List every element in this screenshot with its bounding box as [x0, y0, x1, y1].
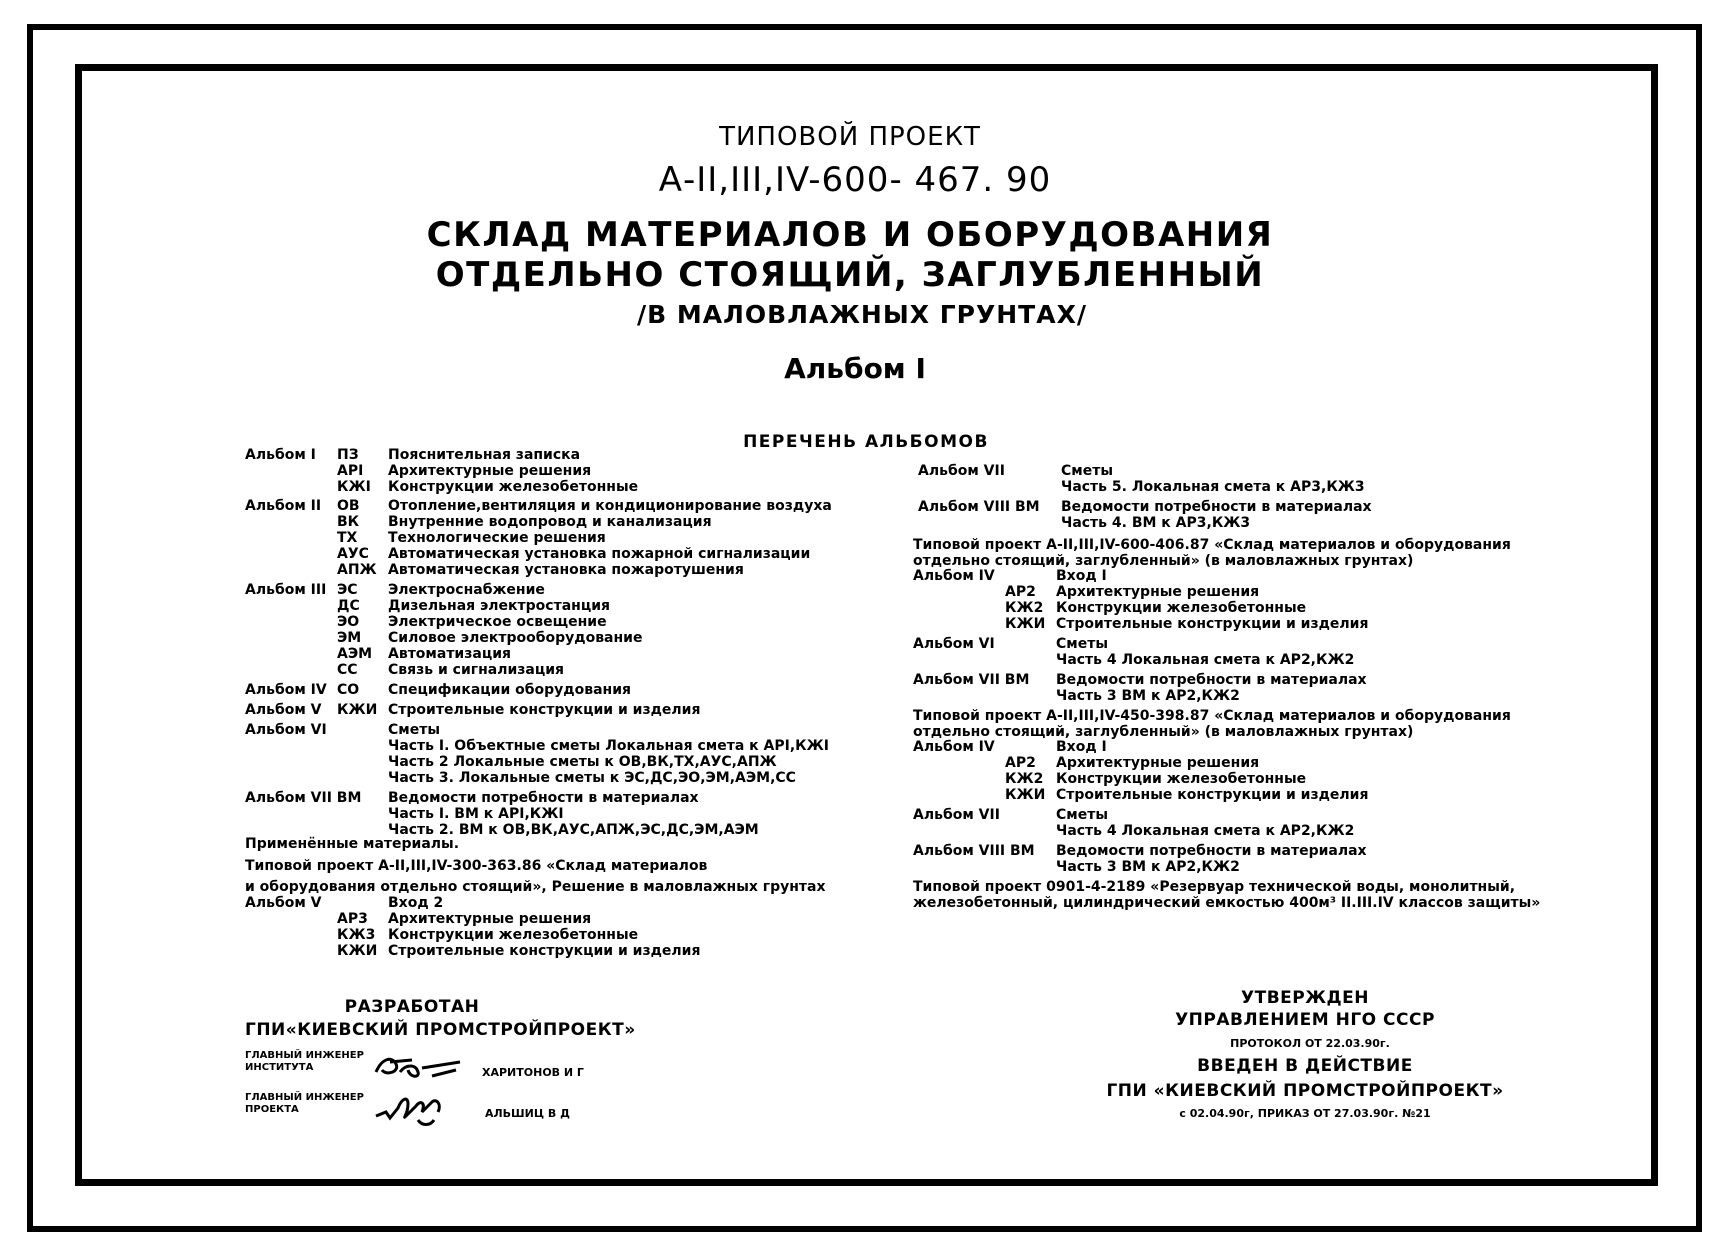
section-text: Часть 4 Локальная смета к АР2,КЖ2	[1056, 652, 1355, 668]
section-code: ТХ	[337, 530, 358, 546]
section-text: Часть 5. Локальная смета к АР3,КЖ3	[1061, 479, 1365, 495]
section-text: Часть 3 ВМ к АР2,КЖ2	[1056, 859, 1240, 875]
album-label: Альбом I	[245, 447, 316, 463]
title-line-3: /В МАЛОВЛАЖНЫХ ГРУНТАХ/	[637, 300, 1087, 329]
section-text: Ведомости потребности в материалах	[388, 790, 699, 806]
developed-label: РАЗРАБОТАН	[344, 997, 480, 1017]
section-text: Электроснабжение	[388, 582, 545, 598]
proj2-line-2: отдельно стоящий, заглубленный» (в маловлажных грунтах)	[913, 553, 1414, 569]
section-text: Часть 2 Локальные сметы к ОВ,ВК,ТХ,АУС,АПЖ	[388, 754, 777, 770]
section-text: Конструкции железобетонные	[388, 479, 639, 495]
album-label: Альбом VI	[913, 636, 995, 652]
album-label: Альбом IV	[245, 682, 327, 698]
album-label: Альбом VIII ВМ	[918, 499, 1040, 515]
section-text: Архитектурные решения	[1056, 584, 1260, 600]
section-text: Вход I	[1056, 739, 1107, 755]
section-text: Пояснительная записка	[388, 447, 581, 463]
chief-proj-name: АЛЬШИЦ В Д	[485, 1107, 570, 1120]
section-text: Часть 4. ВМ к АР3,КЖ3	[1061, 515, 1251, 531]
list-title: ПЕРЕЧЕНЬ АЛЬБОМОВ	[743, 432, 989, 452]
section-code: КЖИ	[1005, 787, 1046, 803]
album-label: Альбом VI	[245, 722, 327, 738]
section-text: Строительные конструкции и изделия	[1056, 787, 1369, 803]
section-text: Конструкции железобетонные	[1056, 600, 1307, 616]
section-text: Часть 4 Локальная смета к АР2,КЖ2	[1056, 823, 1355, 839]
section-text: Сметы	[388, 722, 440, 738]
doc-type: ТИПОВОЙ ПРОЕКТ	[719, 122, 981, 152]
signature-alshits-icon	[372, 1090, 452, 1130]
section-code: ПЗ	[337, 447, 359, 463]
protocol: ПРОТОКОЛ ОТ 22.03.90г.	[1230, 1037, 1390, 1050]
section-text: Спецификации оборудования	[388, 682, 632, 698]
section-code: КЖ2	[1005, 771, 1044, 787]
section-code: СС	[337, 662, 358, 678]
enacted-label: ВВЕДЕН В ДЕЙСТВИЕ	[1197, 1056, 1413, 1076]
section-text: Строительные конструкции и изделия	[388, 943, 701, 959]
section-code: ЭО	[337, 614, 360, 630]
section-text: Силовое электрооборудование	[388, 630, 643, 646]
proj3-line-1: Типовой проект А-II,III,IV-450-398.87 «Склад материалов и оборудования	[913, 708, 1511, 724]
section-code: КЖ3	[337, 927, 376, 943]
album-label: Альбом VII	[918, 463, 1005, 479]
section-text: Внутренние водопровод и канализация	[388, 514, 712, 530]
order: с 02.04.90г, ПРИКАЗ ОТ 27.03.90г. №21	[1179, 1107, 1431, 1120]
section-code: ВК	[337, 514, 360, 530]
proj2-line-1: Типовой проект А-II,III,IV-600-406.87 «Склад материалов и оборудования	[913, 537, 1511, 553]
section-code: ЭМ	[337, 630, 362, 646]
section-text: Вход I	[1056, 568, 1107, 584]
chief-proj-title: ГЛАВНЫЙ ИНЖЕНЕР ПРОЕКТА	[245, 1092, 364, 1115]
section-text: Часть 3 ВМ к АР2,КЖ2	[1056, 688, 1240, 704]
album-label: Альбом IV	[913, 568, 995, 584]
section-code: АЭМ	[337, 646, 373, 662]
album-label: Альбом VIII ВМ	[913, 843, 1035, 859]
album-label: Альбом IV	[913, 739, 995, 755]
enacted-org: ГПИ «КИЕВСКИЙ ПРОМСТРОЙПРОЕКТ»	[1106, 1081, 1504, 1101]
section-text: Сметы	[1056, 636, 1108, 652]
section-code: АУС	[337, 546, 369, 562]
signature-kharitonov-icon	[372, 1050, 464, 1084]
section-code: КЖI	[337, 479, 371, 495]
developed-org: ГПИ«КИЕВСКИЙ ПРОМСТРОЙПРОЕКТ»	[245, 1020, 636, 1040]
section-code: ОВ	[337, 498, 360, 514]
section-text: Ведомости потребности в материалах	[1056, 843, 1367, 859]
title-line-1: СКЛАД МАТЕРИАЛОВ И ОБОРУДОВАНИЯ	[426, 215, 1274, 255]
section-text: Ведомости потребности в материалах	[1061, 499, 1372, 515]
section-text: Строительные конструкции и изделия	[388, 702, 701, 718]
section-text: Архитектурные решения	[388, 463, 592, 479]
section-code: ДС	[337, 598, 360, 614]
section-text: Отопление,вентиляция и кондиционирование воздуха	[388, 498, 832, 514]
album-label: Альбом V	[245, 895, 322, 911]
section-text: Строительные конструкции и изделия	[1056, 616, 1369, 632]
section-text: Конструкции железобетонные	[388, 927, 639, 943]
section-text: Часть 2. ВМ к ОВ,ВК,АУС,АПЖ,ЭС,ДС,ЭМ,АЭМ	[388, 822, 759, 838]
section-code: АР2	[1005, 755, 1036, 771]
proj3-line-2: отдельно стоящий, заглубленный» (в маловлажных грунтах)	[913, 724, 1414, 740]
section-code: КЖИ	[337, 702, 378, 718]
chief-inst-name: ХАРИТОНОВ И Г	[482, 1066, 584, 1079]
section-code: АР2	[1005, 584, 1036, 600]
section-code: АРI	[337, 463, 364, 479]
section-text: Автоматическая установка пожаротушения	[388, 562, 744, 578]
section-text: Автоматическая установка пожарной сигнализации	[388, 546, 811, 562]
section-text: Технологические решения	[388, 530, 606, 546]
album-number: Альбом I	[784, 352, 926, 385]
approved-by: УПРАВЛЕНИЕМ НГО СССР	[1175, 1010, 1435, 1030]
applied-project-line-1: Типовой проект А-II,III,IV-300-363.86 «Склад материалов	[245, 858, 708, 874]
proj4-line-1: Типовой проект 0901-4-2189 «Резервуар технической воды, монолитный,	[913, 879, 1516, 895]
section-text: Конструкции железобетонные	[1056, 771, 1307, 787]
title-line-2: ОТДЕЛЬНО СТОЯЩИЙ, ЗАГЛУБЛЕННЫЙ	[435, 255, 1265, 295]
album-label: Альбом V	[245, 702, 322, 718]
section-text: Сметы	[1056, 807, 1108, 823]
chief-inst-title: ГЛАВНЫЙ ИНЖЕНЕР ИНСТИТУТА	[245, 1050, 364, 1073]
section-text: Электрическое освещение	[388, 614, 607, 630]
section-text: Архитектурные решения	[1056, 755, 1260, 771]
section-text: Часть I. ВМ к АРI,КЖI	[388, 806, 564, 822]
section-code: СО	[337, 682, 360, 698]
section-code: КЖ2	[1005, 600, 1044, 616]
section-code: АПЖ	[337, 562, 377, 578]
section-code: АР3	[337, 911, 368, 927]
section-code: КЖИ	[1005, 616, 1046, 632]
section-text: Автоматизация	[388, 646, 511, 662]
section-text: Дизельная электростанция	[388, 598, 611, 614]
applied-project-line-2: и оборудования отдельно стоящий», Решение в маловлажных грунтах	[245, 879, 826, 895]
project-code: А-II,III,IV-600- 467. 90	[658, 160, 1052, 200]
approved-label: УТВЕРЖДЕН	[1240, 988, 1370, 1008]
section-text: Часть 3. Локальные сметы к ЭС,ДС,ЭО,ЭМ,АЭМ,СС	[388, 770, 796, 786]
album-label: Альбом III	[245, 582, 327, 598]
applied-heading: Применённые материалы.	[245, 836, 460, 852]
section-code: ЭС	[337, 582, 358, 598]
section-text: Сметы	[1061, 463, 1113, 479]
album-label: Альбом VII ВМ	[913, 672, 1030, 688]
section-text: Ведомости потребности в материалах	[1056, 672, 1367, 688]
section-text: Связь и сигнализация	[388, 662, 565, 678]
section-text: Архитектурные решения	[388, 911, 592, 927]
album-label: Альбом VII ВМ	[245, 790, 362, 806]
section-code: КЖИ	[337, 943, 378, 959]
section-text: Вход 2	[388, 895, 444, 911]
album-label: Альбом II	[245, 498, 322, 514]
album-label: Альбом VII	[913, 807, 1000, 823]
section-text: Часть I. Объектные сметы Локальная смета к АРI,КЖI	[388, 738, 829, 754]
proj4-line-2: железобетонный, цилиндрический емкостью 400м³ II.III.IV классов защиты»	[913, 895, 1541, 911]
